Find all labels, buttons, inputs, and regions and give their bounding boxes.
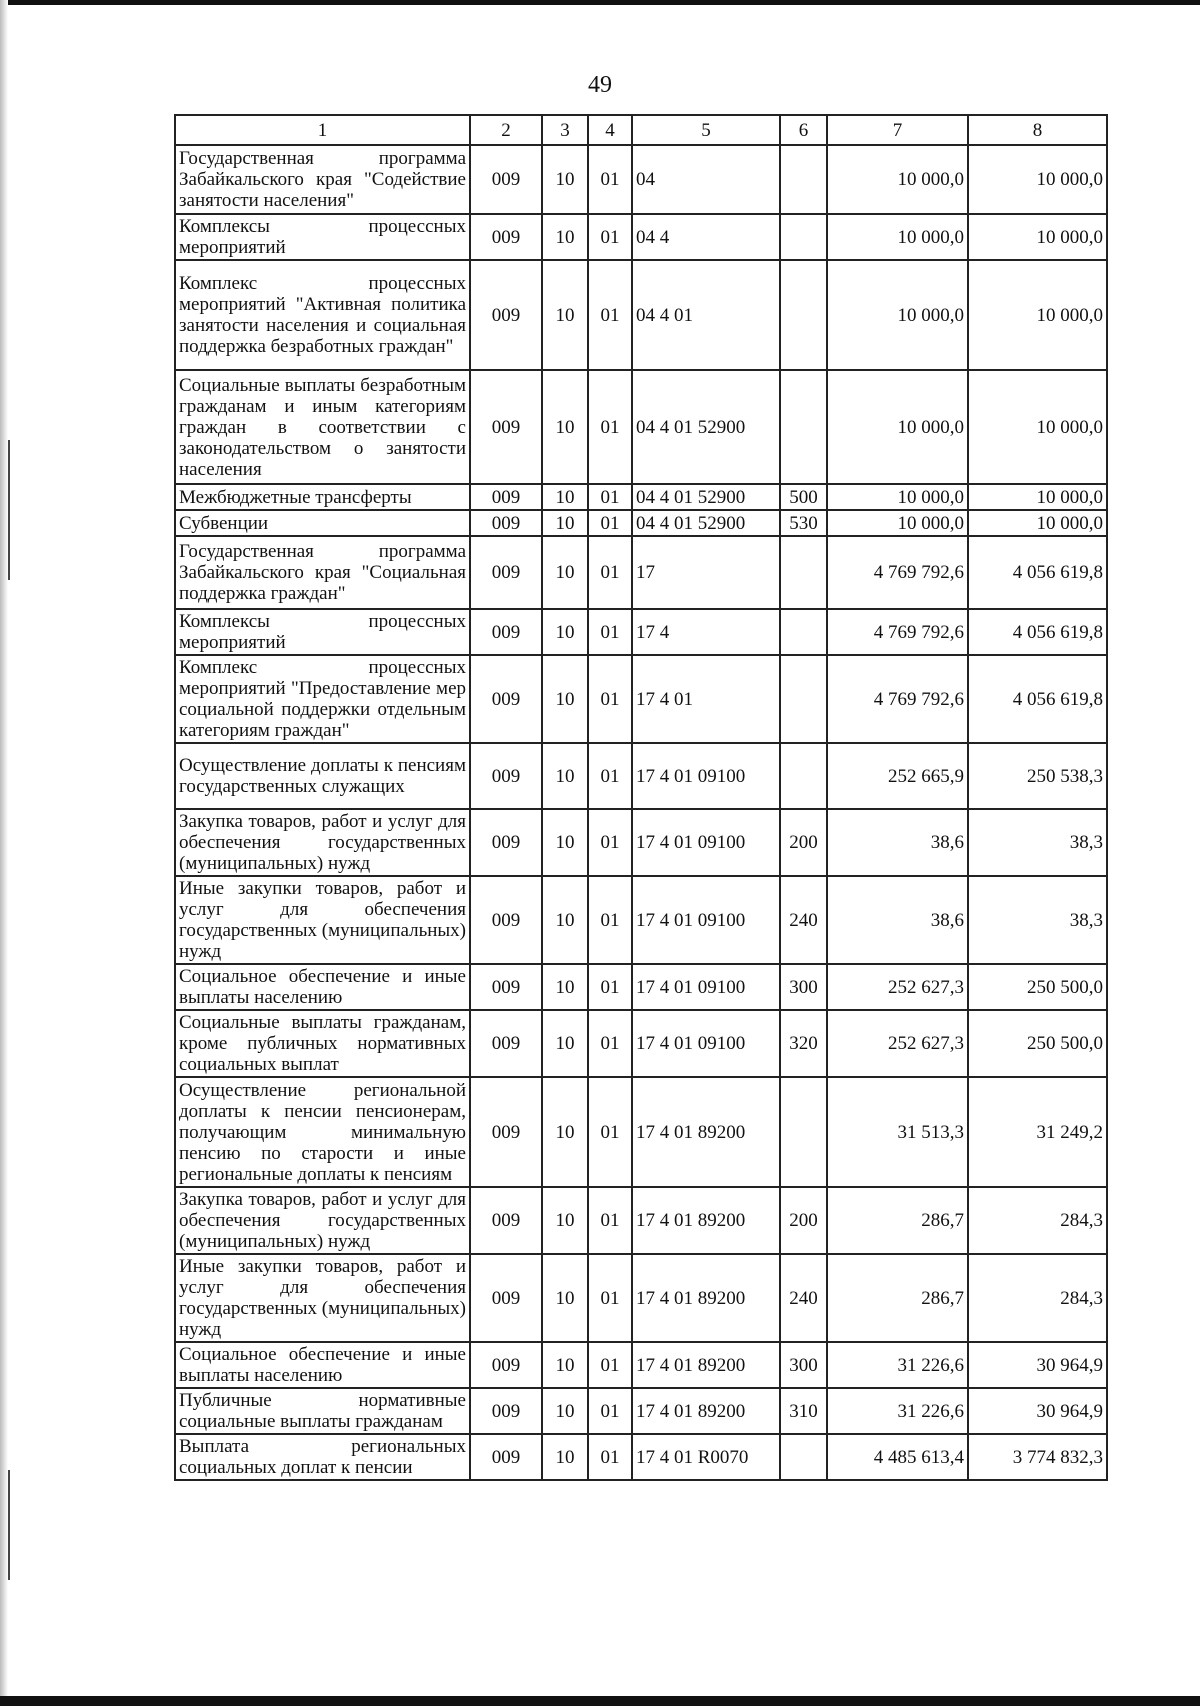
subsection-cell: 01: [588, 1254, 632, 1342]
gov-code-cell: 009: [470, 510, 542, 536]
amount-year2-cell: 4 056 619,8: [968, 536, 1107, 609]
gov-code-cell: 009: [470, 1342, 542, 1388]
target-article-cell: 04 4 01: [632, 260, 780, 370]
amount-year2-cell: 30 964,9: [968, 1388, 1107, 1434]
row-name-cell: Субвенции: [175, 510, 470, 536]
gov-code-cell: 009: [470, 1254, 542, 1342]
target-article-cell: 17: [632, 536, 780, 609]
section-cell: 10: [542, 1254, 588, 1342]
table-header-row: [175, 115, 1107, 145]
table-row: [175, 370, 1107, 484]
subsection-cell: 01: [588, 1388, 632, 1434]
gov-code-cell: 009: [470, 1077, 542, 1187]
amount-year1-cell: 38,6: [827, 809, 968, 876]
section-cell: 10: [542, 1342, 588, 1388]
target-article-cell: 17 4 01 09100: [632, 876, 780, 964]
gov-code-cell: 009: [470, 484, 542, 510]
amount-year2-cell: 284,3: [968, 1187, 1107, 1254]
amount-year1-cell: 4 769 792,6: [827, 536, 968, 609]
target-article-cell: 17 4: [632, 609, 780, 655]
gov-code-cell: 009: [470, 964, 542, 1010]
subsection-cell: 01: [588, 536, 632, 609]
gov-code-cell: 009: [470, 260, 542, 370]
table-row: [175, 876, 1107, 964]
amount-year2-cell: 30 964,9: [968, 1342, 1107, 1388]
row-name-cell: Закупка товаров, работ и услуг для обеспечения государственных (муниципальных) нужд: [175, 809, 470, 876]
row-name-cell: Осуществление доплаты к пенсиям государственных служащих: [175, 743, 470, 809]
section-cell: 10: [542, 809, 588, 876]
subsection-cell: 01: [588, 964, 632, 1010]
amount-year1-cell: 10 000,0: [827, 370, 968, 484]
subsection-cell: 01: [588, 214, 632, 260]
section-cell: 10: [542, 609, 588, 655]
page-number: 49: [588, 72, 612, 98]
section-cell: 10: [542, 260, 588, 370]
subsection-cell: 01: [588, 655, 632, 743]
table-row: [175, 743, 1107, 809]
section-cell: 10: [542, 743, 588, 809]
expense-type-cell: [780, 655, 827, 743]
row-name-cell: Комплекс процессных мероприятий "Предоставление мер социальной поддержки отдельным категориям граждан": [175, 655, 470, 743]
subsection-cell: 01: [588, 809, 632, 876]
expense-type-cell: [780, 145, 827, 214]
scan-edge-bottom: [0, 1696, 1200, 1706]
table-row: [175, 510, 1107, 536]
expense-type-cell: 310: [780, 1388, 827, 1434]
target-article-cell: 17 4 01 09100: [632, 1010, 780, 1077]
target-article-cell: 17 4 01 89200: [632, 1254, 780, 1342]
section-cell: 10: [542, 145, 588, 214]
subsection-cell: 01: [588, 484, 632, 510]
amount-year1-cell: 31 226,6: [827, 1342, 968, 1388]
scan-edge-left: [0, 0, 8, 1706]
target-article-cell: 17 4 01 89200: [632, 1077, 780, 1187]
table-row: [175, 1342, 1107, 1388]
row-name-cell: Социальное обеспечение и иные выплаты населению: [175, 1342, 470, 1388]
column-header: 2: [470, 115, 542, 145]
row-name-cell: Осуществление региональной доплаты к пенсии пенсионерам, получающим минимальную пенсию по старости и иные региональные доплаты к пенсиям: [175, 1077, 470, 1187]
table-row: [175, 1254, 1107, 1342]
amount-year1-cell: 31 226,6: [827, 1388, 968, 1434]
target-article-cell: 17 4 01 09100: [632, 743, 780, 809]
table-row: [175, 145, 1107, 214]
amount-year2-cell: 38,3: [968, 809, 1107, 876]
amount-year2-cell: 250 500,0: [968, 964, 1107, 1010]
expense-type-cell: [780, 1077, 827, 1187]
section-cell: 10: [542, 1010, 588, 1077]
gov-code-cell: 009: [470, 655, 542, 743]
amount-year1-cell: 10 000,0: [827, 214, 968, 260]
amount-year2-cell: 250 500,0: [968, 1010, 1107, 1077]
gov-code-cell: 009: [470, 214, 542, 260]
expense-type-cell: [780, 370, 827, 484]
section-cell: 10: [542, 1187, 588, 1254]
table-row: [175, 1388, 1107, 1434]
section-cell: 10: [542, 876, 588, 964]
subsection-cell: 01: [588, 1077, 632, 1187]
subsection-cell: 01: [588, 743, 632, 809]
table-row: [175, 484, 1107, 510]
table-row: [175, 655, 1107, 743]
row-name-cell: Государственная программа Забайкальского края "Социальная поддержка граждан": [175, 536, 470, 609]
subsection-cell: 01: [588, 260, 632, 370]
subsection-cell: 01: [588, 609, 632, 655]
section-cell: 10: [542, 510, 588, 536]
target-article-cell: 04: [632, 145, 780, 214]
amount-year1-cell: 10 000,0: [827, 260, 968, 370]
expense-type-cell: [780, 609, 827, 655]
table-row: [175, 1434, 1107, 1480]
target-article-cell: 04 4 01 52900: [632, 370, 780, 484]
subsection-cell: 01: [588, 1434, 632, 1480]
table-row: [175, 1187, 1107, 1254]
amount-year2-cell: 10 000,0: [968, 145, 1107, 214]
scan-edge-top: [0, 0, 1200, 5]
section-cell: 10: [542, 1434, 588, 1480]
amount-year1-cell: 4 769 792,6: [827, 655, 968, 743]
expense-type-cell: 240: [780, 876, 827, 964]
row-name-cell: Публичные нормативные социальные выплаты гражданам: [175, 1388, 470, 1434]
section-cell: 10: [542, 655, 588, 743]
budget-table: [174, 114, 1108, 1481]
subsection-cell: 01: [588, 1187, 632, 1254]
table-row: [175, 214, 1107, 260]
section-cell: 10: [542, 370, 588, 484]
target-article-cell: 17 4 01: [632, 655, 780, 743]
table-row: [175, 964, 1107, 1010]
target-article-cell: 04 4 01 52900: [632, 510, 780, 536]
section-cell: 10: [542, 1077, 588, 1187]
amount-year2-cell: 31 249,2: [968, 1077, 1107, 1187]
section-cell: 10: [542, 214, 588, 260]
row-name-cell: Социальные выплаты гражданам, кроме публичных нормативных социальных выплат: [175, 1010, 470, 1077]
table-row: [175, 260, 1107, 370]
amount-year2-cell: 4 056 619,8: [968, 609, 1107, 655]
gov-code-cell: 009: [470, 743, 542, 809]
amount-year1-cell: 10 000,0: [827, 484, 968, 510]
gov-code-cell: 009: [470, 1434, 542, 1480]
amount-year2-cell: 10 000,0: [968, 510, 1107, 536]
amount-year2-cell: 38,3: [968, 876, 1107, 964]
expense-type-cell: 240: [780, 1254, 827, 1342]
amount-year1-cell: 252 627,3: [827, 1010, 968, 1077]
expense-type-cell: [780, 743, 827, 809]
column-header: 3: [542, 115, 588, 145]
row-name-cell: Комплексы процессных мероприятий: [175, 609, 470, 655]
expense-type-cell: [780, 1434, 827, 1480]
gov-code-cell: 009: [470, 1388, 542, 1434]
table-row: [175, 1077, 1107, 1187]
expense-type-cell: 530: [780, 510, 827, 536]
gov-code-cell: 009: [470, 370, 542, 484]
expense-type-cell: [780, 536, 827, 609]
gov-code-cell: 009: [470, 1010, 542, 1077]
gov-code-cell: 009: [470, 809, 542, 876]
amount-year2-cell: 4 056 619,8: [968, 655, 1107, 743]
amount-year2-cell: 3 774 832,3: [968, 1434, 1107, 1480]
amount-year1-cell: 10 000,0: [827, 145, 968, 214]
expense-type-cell: 300: [780, 964, 827, 1010]
row-name-cell: Социальное обеспечение и иные выплаты населению: [175, 964, 470, 1010]
subsection-cell: 01: [588, 145, 632, 214]
section-cell: 10: [542, 1388, 588, 1434]
amount-year1-cell: 286,7: [827, 1254, 968, 1342]
amount-year2-cell: 284,3: [968, 1254, 1107, 1342]
section-cell: 10: [542, 484, 588, 510]
column-header: 4: [588, 115, 632, 145]
gov-code-cell: 009: [470, 536, 542, 609]
subsection-cell: 01: [588, 370, 632, 484]
amount-year1-cell: 31 513,3: [827, 1077, 968, 1187]
target-article-cell: 17 4 01 09100: [632, 809, 780, 876]
amount-year1-cell: 38,6: [827, 876, 968, 964]
row-name-cell: Комплекс процессных мероприятий "Активная политика занятости населения и социальная поддержка безработных граждан": [175, 260, 470, 370]
table-row: [175, 809, 1107, 876]
expense-type-cell: 500: [780, 484, 827, 510]
expense-type-cell: [780, 260, 827, 370]
table-row: [175, 609, 1107, 655]
expense-type-cell: [780, 214, 827, 260]
amount-year1-cell: 4 485 613,4: [827, 1434, 968, 1480]
amount-year2-cell: 10 000,0: [968, 484, 1107, 510]
amount-year2-cell: 10 000,0: [968, 260, 1107, 370]
amount-year2-cell: 10 000,0: [968, 370, 1107, 484]
row-name-cell: Иные закупки товаров, работ и услуг для обеспечения государственных (муниципальных) нужд: [175, 1254, 470, 1342]
amount-year1-cell: 252 627,3: [827, 964, 968, 1010]
gov-code-cell: 009: [470, 145, 542, 214]
gov-code-cell: 009: [470, 609, 542, 655]
row-name-cell: Иные закупки товаров, работ и услуг для обеспечения государственных (муниципальных) нужд: [175, 876, 470, 964]
amount-year2-cell: 10 000,0: [968, 214, 1107, 260]
subsection-cell: 01: [588, 510, 632, 536]
row-name-cell: Социальные выплаты безработным гражданам и иным категориям граждан в соответствии с законодательством о занятости населения: [175, 370, 470, 484]
amount-year1-cell: 10 000,0: [827, 510, 968, 536]
target-article-cell: 17 4 01 89200: [632, 1187, 780, 1254]
row-name-cell: Комплексы процессных мероприятий: [175, 214, 470, 260]
column-header: 5: [632, 115, 780, 145]
target-article-cell: 04 4: [632, 214, 780, 260]
row-name-cell: Межбюджетные трансферты: [175, 484, 470, 510]
table-row: [175, 1010, 1107, 1077]
column-header: 1: [175, 115, 470, 145]
target-article-cell: 04 4 01 52900: [632, 484, 780, 510]
gov-code-cell: 009: [470, 1187, 542, 1254]
table-body: [175, 115, 1107, 1480]
target-article-cell: 17 4 01 89200: [632, 1388, 780, 1434]
subsection-cell: 01: [588, 1010, 632, 1077]
expense-type-cell: 320: [780, 1010, 827, 1077]
row-name-cell: Государственная программа Забайкальского края "Содействие занятости населения": [175, 145, 470, 214]
column-header: 6: [780, 115, 827, 145]
table-row: [175, 536, 1107, 609]
target-article-cell: 17 4 01 89200: [632, 1342, 780, 1388]
amount-year1-cell: 286,7: [827, 1187, 968, 1254]
expense-type-cell: 200: [780, 1187, 827, 1254]
section-cell: 10: [542, 964, 588, 1010]
target-article-cell: 17 4 01 R0070: [632, 1434, 780, 1480]
row-name-cell: Выплата региональных социальных доплат к пенсии: [175, 1434, 470, 1480]
column-header: 8: [968, 115, 1107, 145]
amount-year2-cell: 250 538,3: [968, 743, 1107, 809]
amount-year1-cell: 252 665,9: [827, 743, 968, 809]
expense-type-cell: 300: [780, 1342, 827, 1388]
subsection-cell: 01: [588, 876, 632, 964]
column-header: 7: [827, 115, 968, 145]
scan-mark: [8, 440, 10, 580]
section-cell: 10: [542, 536, 588, 609]
scan-mark: [8, 1470, 10, 1580]
subsection-cell: 01: [588, 1342, 632, 1388]
expense-type-cell: 200: [780, 809, 827, 876]
amount-year1-cell: 4 769 792,6: [827, 609, 968, 655]
gov-code-cell: 009: [470, 876, 542, 964]
target-article-cell: 17 4 01 09100: [632, 964, 780, 1010]
row-name-cell: Закупка товаров, работ и услуг для обеспечения государственных (муниципальных) нужд: [175, 1187, 470, 1254]
